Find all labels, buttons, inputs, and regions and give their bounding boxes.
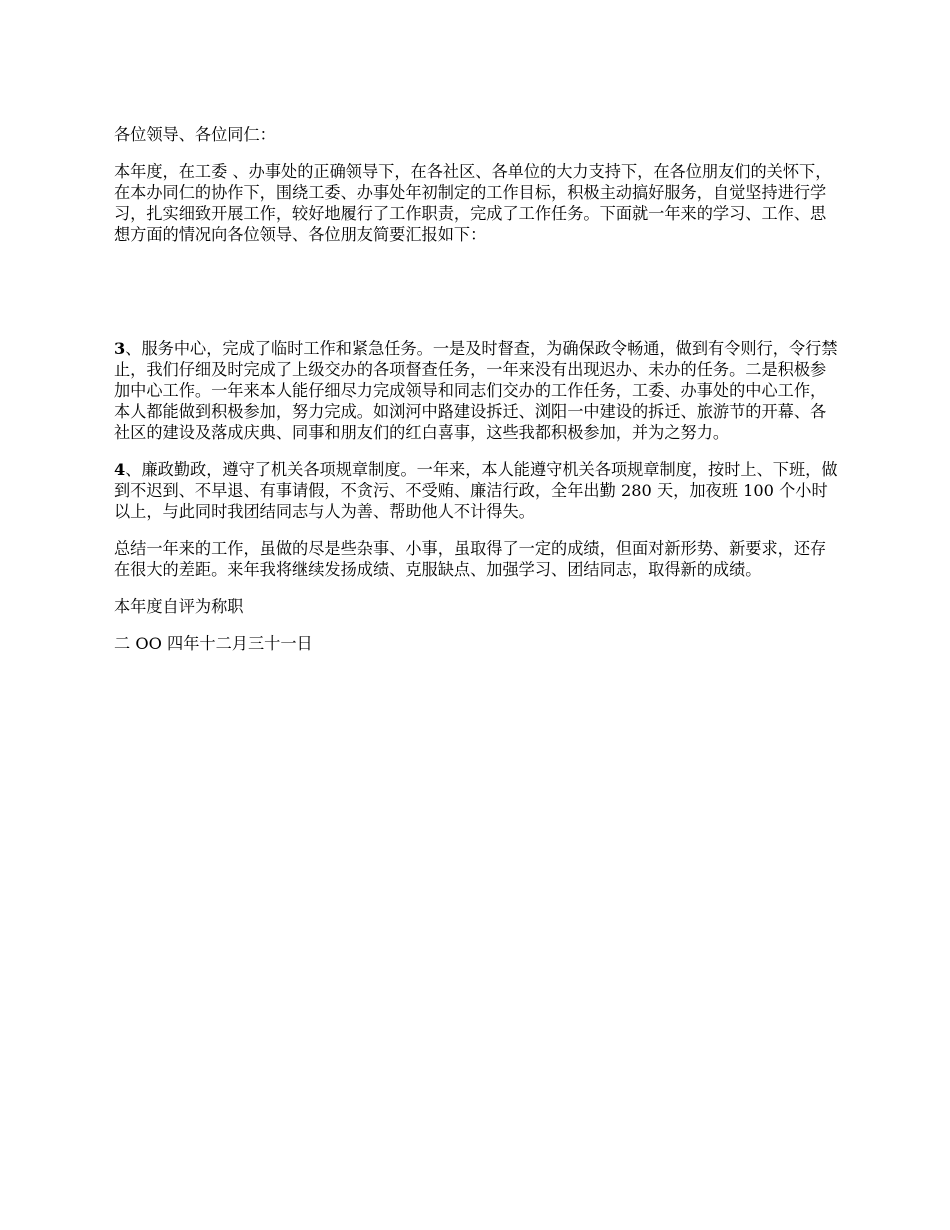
intro-paragraph: 本年度，在工委 、办事处的正确领导下，在各社区、各单位的大力支持下，在各位朋友们的关怀下，在本办同仁的协作下，围绕工委、办事处年初制定的工作目标，积极主动搞好服务，自觉坚持进行学习，扎实细致开展工作，较好地履行了工作职责，完成了工作任务。下面就一年来的学习、工作、思想方面的情况向各位领导、各位朋友简要汇报如下：: [114, 162, 832, 244]
item-3-paragraph: [114, 338, 840, 443]
item-4-paragraph: [114, 459, 840, 522]
item-3-text: 、服务中心，完成了临时工作和紧急任务。一是及时督查，为确保政令畅通，做到有令则行，令行禁止，我们仔细及时完成了上级交办的各项督查任务，一年来没有出现迟办、未办的任务。二是积极参加中心工作。一年来本人能仔细尽力完成领导和同志们交办的工作任务，工委、办事处的中心工作，本人都能做到积极参加，努力完成。如浏河中路建设拆迁、浏阳一中建设的拆迁、旅游节的开幕、各社区的建设及落成庆典、同事和朋友们的红白喜事，这些我都积极参加，并为之努力。: [114, 339, 838, 442]
item-3-number: 3: [114, 339, 126, 358]
document-date: 二 OO 四年十二月三十一日: [114, 634, 313, 653]
self-rating: 本年度自评为称职: [114, 597, 244, 616]
document-page: [114, 124, 840, 654]
item-4-number: 4: [114, 460, 126, 479]
salutation: 各位领导、各位同仁：: [114, 125, 276, 144]
summary-paragraph: 总结一年来的工作，虽做的尽是些杂事、小事，虽取得了一定的成绩，但面对新形势、新要求，还存在很大的差距。来年我将继续发扬成绩、克服缺点、加强学习、团结同志，取得新的成绩。: [114, 539, 827, 579]
item-4-text: 、廉政勤政，遵守了机关各项规章制度。一年来，本人能遵守机关各项规章制度，按时上、下班，做到不迟到、不早退、有事请假，不贪污、不受贿、廉洁行政，全年出勤 280 天，加夜班 100 个小时以上，与此同时我团结同志与人为善、帮助他人不计得失。: [114, 460, 838, 521]
